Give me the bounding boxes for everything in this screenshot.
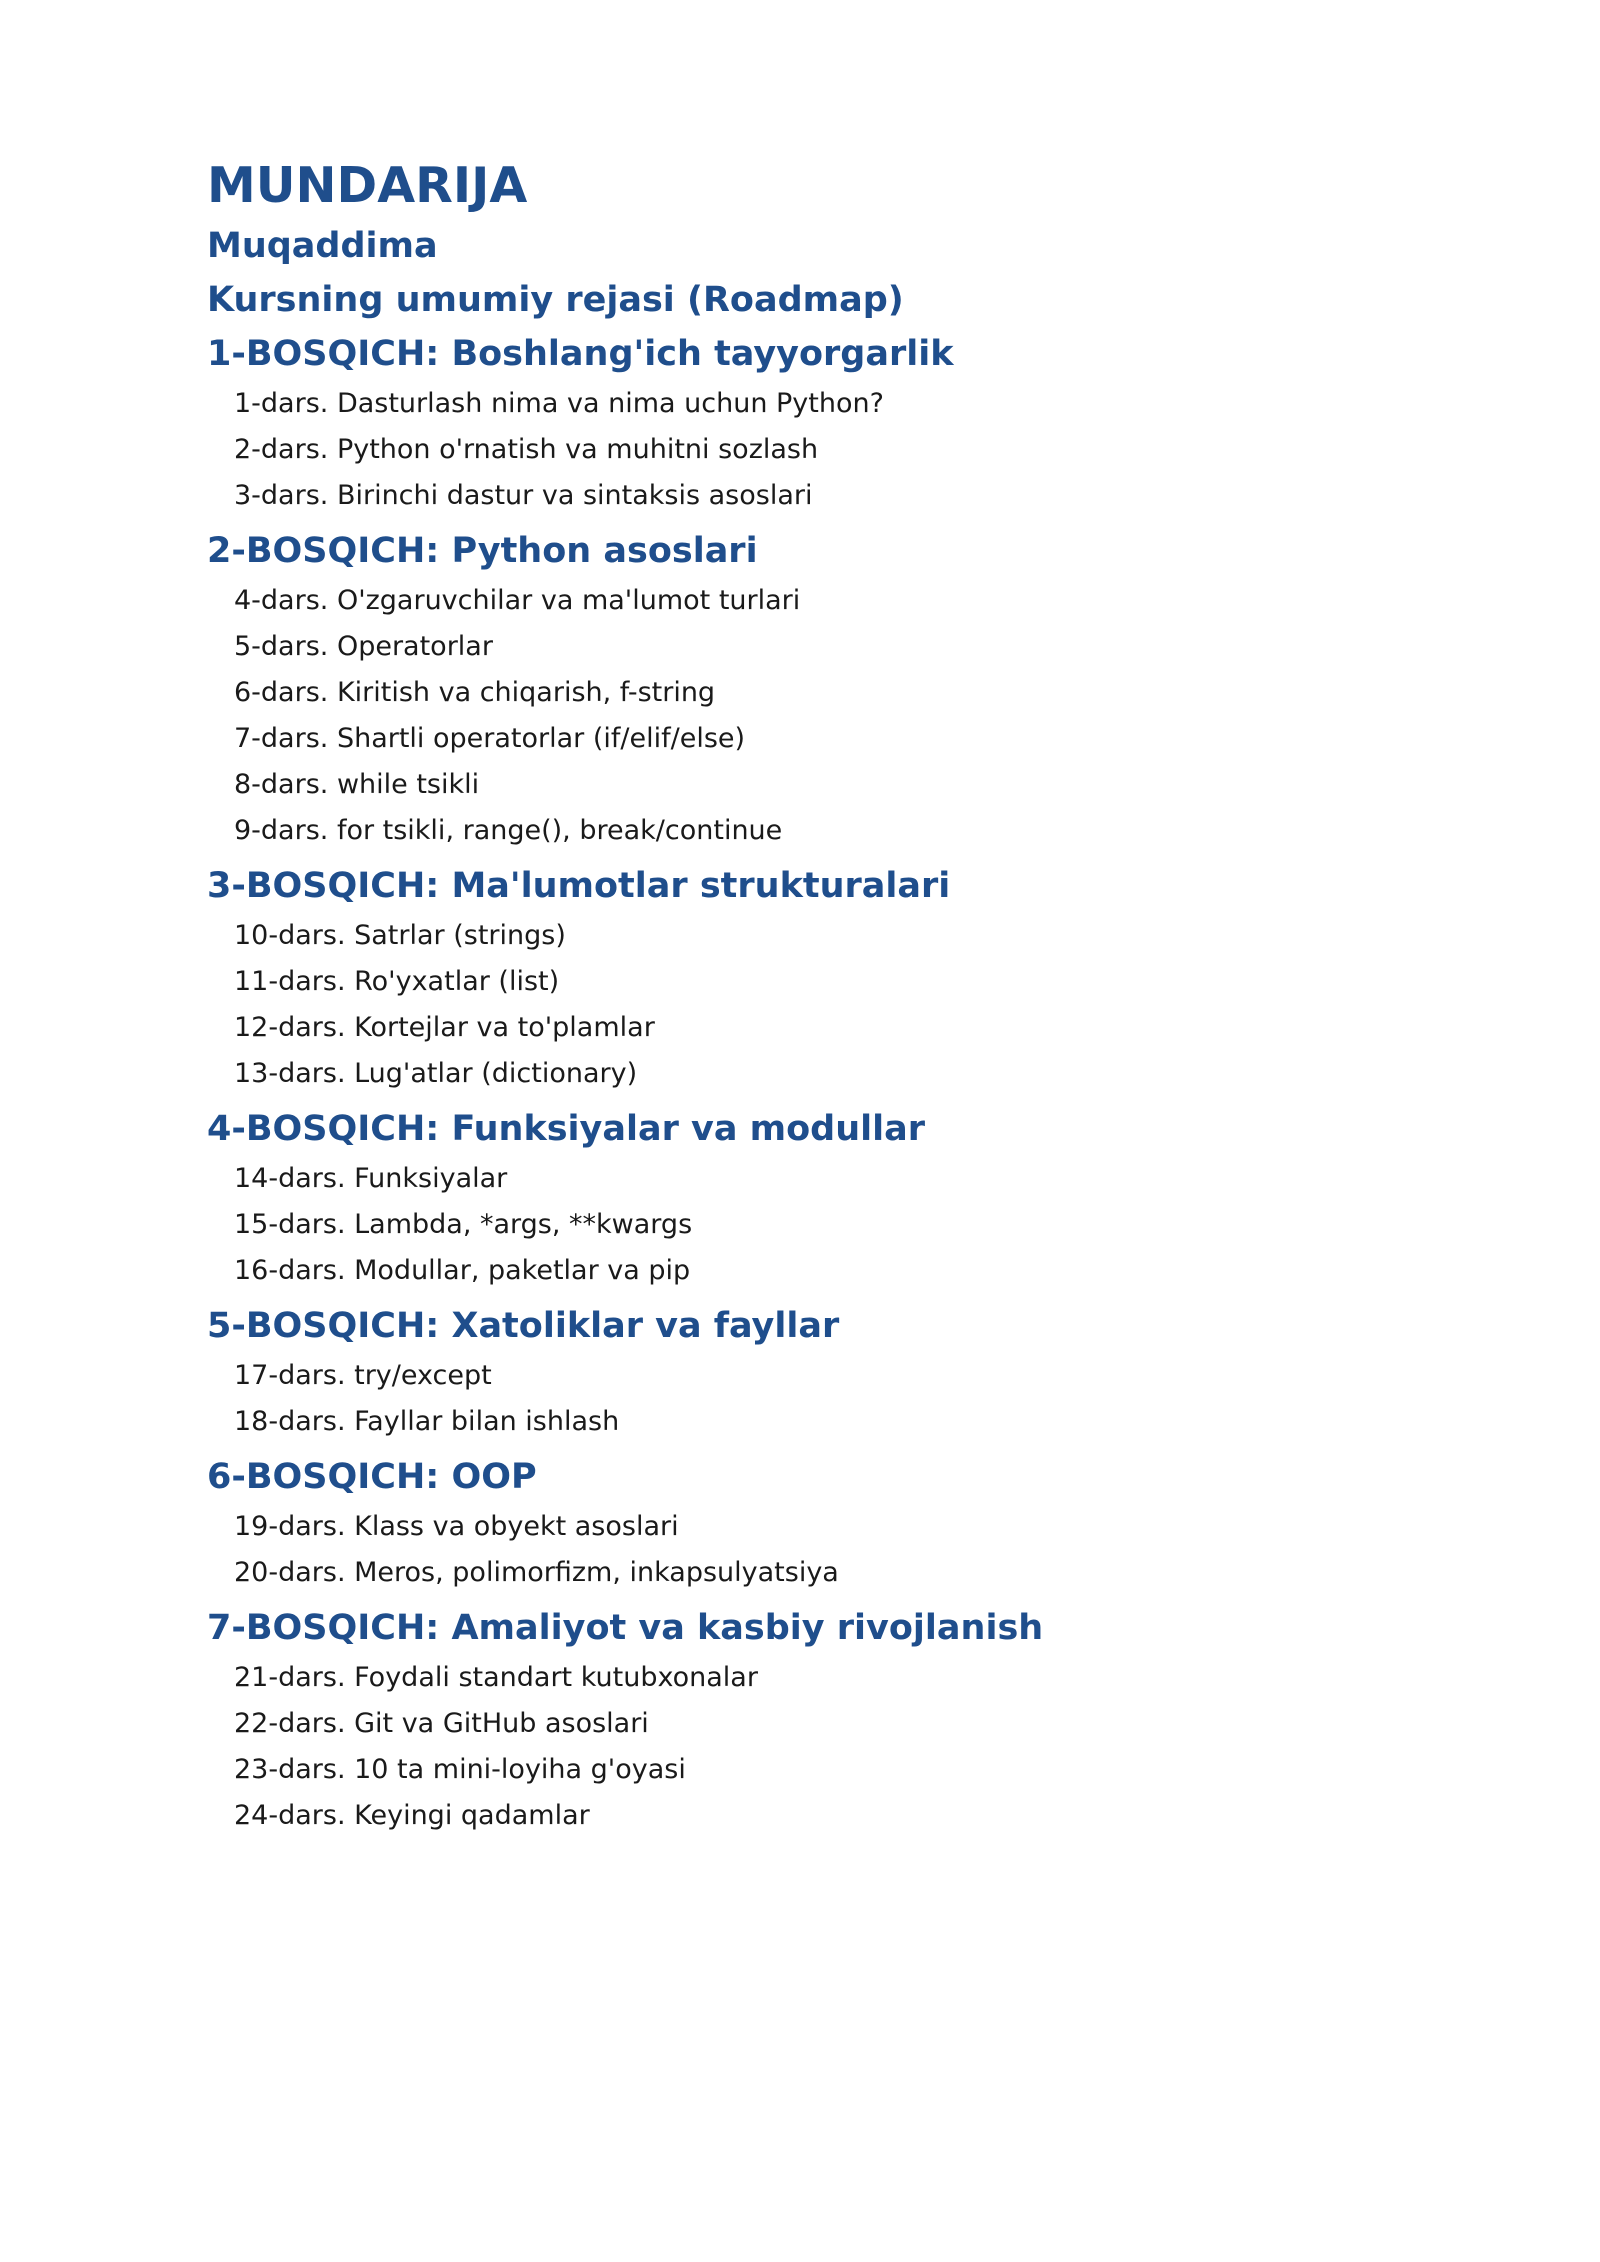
toc-lesson-item[interactable]: 20-dars. Meros, polimorfizm, inkapsulyatsiya	[234, 1557, 839, 1588]
table-of-contents	[207, 156, 1407, 1839]
toc-lesson-item[interactable]: 11-dars. Ro'yxatlar (list)	[234, 966, 560, 997]
toc-lesson-item[interactable]: 2-dars. Python o'rnatish va muhitni sozlash	[234, 434, 819, 465]
toc-lesson-item[interactable]: 17-dars. try/except	[234, 1360, 492, 1391]
toc-lesson-item[interactable]: 19-dars. Klass va obyekt asoslari	[234, 1511, 679, 1542]
toc-section-heading[interactable]: 3-BOSQICH: Ma'lumotlar strukturalari	[207, 866, 951, 906]
toc-lesson-list	[207, 381, 1407, 519]
toc-lesson-item[interactable]: 14-dars. Funksiyalar	[234, 1163, 508, 1194]
toc-sections	[207, 332, 1407, 1839]
toc-lesson-item[interactable]: 22-dars. Git va GitHub asoslari	[234, 1708, 649, 1739]
toc-section-heading[interactable]: 2-BOSQICH: Python asoslari	[207, 531, 758, 571]
toc-lesson-item[interactable]: 18-dars. Fayllar bilan ishlash	[234, 1406, 620, 1437]
toc-entry-roadmap[interactable]: Kursning umumiy rejasi (Roadmap)	[207, 280, 904, 320]
toc-lesson-list	[207, 1655, 1407, 1839]
toc-lesson-list	[207, 1156, 1407, 1294]
toc-lesson-item[interactable]: 15-dars. Lambda, *args, **kwargs	[234, 1209, 693, 1240]
toc-lesson-item[interactable]: 23-dars. 10 ta mini-loyiha g'oyasi	[234, 1754, 686, 1785]
toc-section-heading[interactable]: 4-BOSQICH: Funksiyalar va modullar	[207, 1109, 926, 1149]
toc-lesson-item[interactable]: 10-dars. Satrlar (strings)	[234, 920, 566, 951]
toc-lesson-item[interactable]: 24-dars. Keyingi qadamlar	[234, 1800, 590, 1831]
toc-lesson-list	[207, 913, 1407, 1097]
toc-section-heading[interactable]: 1-BOSQICH: Boshlang'ich tayyorgarlik	[207, 334, 954, 374]
toc-section-heading[interactable]: 5-BOSQICH: Xatoliklar va fayllar	[207, 1306, 840, 1346]
toc-lesson-item[interactable]: 3-dars. Birinchi dastur va sintaksis asoslari	[234, 480, 813, 511]
toc-lesson-item[interactable]: 6-dars. Kiritish va chiqarish, f-string	[234, 677, 716, 708]
toc-lesson-list	[207, 1353, 1407, 1445]
toc-lesson-item[interactable]: 1-dars. Dasturlash nima va nima uchun Python?	[234, 388, 884, 419]
toc-lesson-list	[207, 578, 1407, 854]
toc-section-heading[interactable]: 7-BOSQICH: Amaliyot va kasbiy rivojlanish	[207, 1608, 1044, 1648]
toc-lesson-list	[207, 1504, 1407, 1596]
toc-lesson-item[interactable]: 4-dars. O'zgaruvchilar va ma'lumot turlari	[234, 585, 801, 616]
toc-lesson-item[interactable]: 8-dars. while tsikli	[234, 769, 480, 800]
toc-lesson-item[interactable]: 5-dars. Operatorlar	[234, 631, 493, 662]
toc-lesson-item[interactable]: 12-dars. Kortejlar va to'plamlar	[234, 1012, 655, 1043]
toc-lesson-item[interactable]: 21-dars. Foydali standart kutubxonalar	[234, 1662, 758, 1693]
toc-title: MUNDARIJA	[207, 157, 528, 214]
toc-lesson-item[interactable]: 7-dars. Shartli operatorlar (if/elif/else)	[234, 723, 746, 754]
toc-lesson-item[interactable]: 16-dars. Modullar, paketlar va pip	[234, 1255, 691, 1286]
toc-entry-introduction[interactable]: Muqaddima	[207, 226, 438, 266]
toc-section-heading[interactable]: 6-BOSQICH: OOP	[207, 1457, 537, 1497]
toc-lesson-item[interactable]: 9-dars. for tsikli, range(), break/continue	[234, 815, 783, 846]
toc-lesson-item[interactable]: 13-dars. Lug'atlar (dictionary)	[234, 1058, 638, 1089]
